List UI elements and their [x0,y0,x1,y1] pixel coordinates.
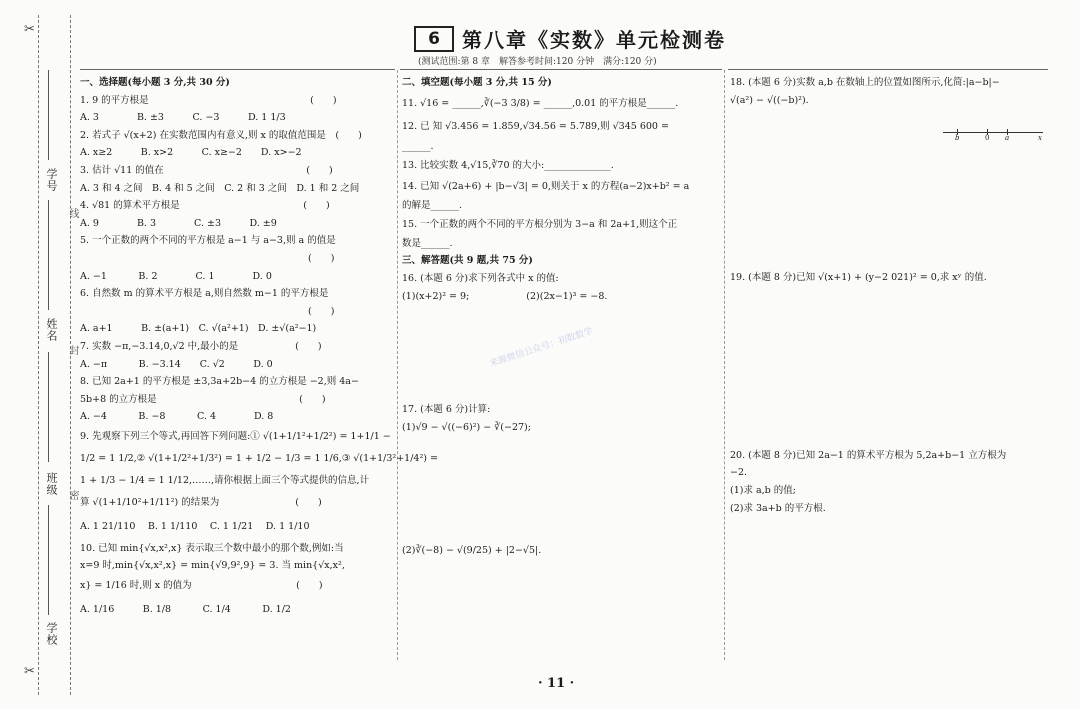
number-line-label-b: b [955,134,960,142]
fold-word-line: 线 [67,208,78,218]
student-id-label: 学号 [45,168,58,192]
question-3: 3. 估计 √11 的值在 ( ) [80,164,333,176]
question-1-options: A. 3 B. ±3 C. −3 D. 1 1/3 [80,112,286,124]
question-9-cont: 1 + 1/3 − 1/4 = 1 1/12,……,请你根据上面三个等式提供的信息,计 [80,474,370,486]
question-7: 7. 实数 −π,−3.14,0,√2 中,最小的是 ( ) [80,340,322,352]
question-17-part-1: (1)√9 − √((−6)²) − ∛(−27); [402,421,531,433]
column-divider [397,70,398,660]
question-18-cont: √(a²) − √((−b)²). [730,94,809,106]
scissors-icon: ✂ [24,22,35,37]
cut-line-outer [38,15,39,695]
question-10-options: A. 1/16 B. 1/8 C. 1/4 D. 1/2 [80,604,291,616]
chapter-number-box: 6 [414,26,454,52]
binding-margin [0,0,78,709]
question-9-cont: 算 √(1+1/10²+1/11²) 的结果为 ( ) [80,496,322,508]
watermark: 来源微信公众号：初数数学 [488,326,595,370]
question-9-cont: 1/2 = 1 1/2,② √(1+1/2²+1/3²) = 1 + 1/2 − 1/3 = 1 1/6,③ √(1+1/3²+1/4²) = [80,452,438,464]
question-6-bracket: ( ) [80,305,335,317]
page-number: · 11 · [538,676,575,691]
fill-line [48,70,49,160]
header-rule [80,69,395,70]
question-16-parts: (1)(x+2)² = 9; (2)(2x−1)³ = −8. [402,290,608,302]
header-rule [728,69,1048,70]
question-4-options: A. 9 B. 3 C. ±3 D. ±9 [80,217,277,229]
fill-line [48,352,49,462]
question-20-part-2: (2)求 3a+b 的平方根. [730,502,826,514]
question-16: 16. (本题 6 分)求下列各式中 x 的值: [402,272,559,284]
number-line [943,132,1043,133]
question-17: 17. (本题 6 分)计算: [402,404,491,416]
name-label: 姓名 [45,318,58,342]
question-15: 15. 一个正数的两个不同的平方根分别为 3−a 和 2a+1,则这个正 [402,218,678,230]
question-18: 18. (本题 6 分)实数 a,b 在数轴上的位置如图所示,化简:|a−b|− [730,77,1000,88]
number-line-label-a: a [1005,134,1010,142]
school-label: 学校 [45,622,58,646]
question-11: 11. √16 = ______,∛(−3 3/8) = ______,0.01 的平方根是______. [402,97,679,109]
question-10: 10. 已知 min{√x,x²,x} 表示取三个数中最小的那个数,例如:当 [80,542,344,554]
question-3-options: A. 3 和 4 之间 B. 4 和 5 之间 C. 2 和 3 之间 D. 1 和 2 之间 [80,182,360,194]
scissors-icon: ✂ [24,664,35,679]
number-line-label-0: 0 [985,134,990,142]
question-5-options: A. −1 B. 2 C. 1 D. 0 [80,270,272,282]
question-1: 1. 9 的平方根是 ( ) [80,94,337,106]
question-12-blank: ______. [402,140,434,152]
question-9-options: A. 1 21/110 B. 1 1/110 C. 1 1/21 D. 1 1/10 [80,520,310,532]
question-5-bracket: ( ) [80,252,335,264]
question-6-options: A. a+1 B. ±(a+1) C. √(a²+1) D. ±√(a²−1) [80,323,317,335]
question-14: 14. 已知 √(2a+6) + |b−√3| = 0,则关于 x 的方程(a−2)x+b² = a [402,181,690,193]
question-2: 2. 若式子 √(x+2) 在实数范围内有意义,则 x 的取值范围是 ( ) [80,129,362,141]
question-5: 5. 一个正数的两个不同的平方根是 a−1 与 a−3,则 a 的值是 [80,235,336,247]
question-20: 20. (本题 8 分)已知 2a−1 的算术平方根为 5,2a+b−1 立方根为 [730,449,1007,461]
question-13: 13. 比较实数 4,√15,∛70 的大小:______________. [402,160,614,172]
question-8-options: A. −4 B. −8 C. 4 D. 8 [80,411,274,423]
question-14-cont: 的解是______. [402,200,463,212]
question-20-part-1: (1)求 a,b 的值; [730,484,796,496]
middle-column [402,74,720,560]
class-label: 班级 [45,472,58,496]
question-17-part-2: (2)∛(−8) − √(9/25) + |2−√5|. [402,545,542,557]
cut-line-inner [70,15,71,695]
question-8: 8. 已知 2a+1 的平方根是 ±3,3a+2b−4 的立方根是 −2,则 4a− [80,376,359,388]
question-15-cont: 数是______. [402,237,453,249]
question-8-cont: 5b+8 的立方根是 ( ) [80,393,326,405]
question-6: 6. 自然数 m 的算术平方根是 a,则自然数 m−1 的平方根是 [80,288,329,300]
question-12: 12. 已 知 √3.456 = 1.859,√34.56 = 5.789,则 √345 600 = [402,120,669,132]
fill-line [48,200,49,310]
fold-word-secret: 密 [67,490,78,500]
page-title: 第八章《实数》单元检测卷 [462,28,726,52]
number-line-label-x: x [1038,134,1042,142]
question-4: 4. √81 的算术平方根是 ( ) [80,200,330,212]
question-10-cont: x} = 1/16 时,则 x 的值为 ( ) [80,580,323,592]
section-heading-choice: 一、选择题(每小题 3 分,共 30 分) [80,77,230,88]
question-9: 9. 先观察下列三个等式,再回答下列问题:① √(1+1/1²+1/2²) = 1+1/1 − [80,430,391,442]
section-heading-fill: 二、填空题(每小题 3 分,共 15 分) [402,77,552,88]
right-column [730,74,1050,517]
question-10-cont: x=9 时,min{√x,x²,x} = min{√9,9²,9} = 3. 当 min{√x,x², [80,560,345,572]
fold-word-seal: 封 [67,345,78,355]
section-heading-solve: 三、解答题(共 9 题,共 75 分) [402,255,533,267]
question-19: 19. (本题 8 分)已知 √(x+1) + (y−2 021)² = 0,求 xʸ 的值. [730,272,987,284]
column-divider [724,70,725,660]
question-7-options: A. −π B. −3.14 C. √2 D. 0 [80,358,273,370]
fill-line [48,505,49,615]
question-2-options: A. x≥2 B. x>2 C. x≥−2 D. x>−2 [80,147,302,159]
question-20-cont: −2. [730,467,748,479]
test-scope-subtitle: (测试范围:第 8 章 解答参考时间:120 分钟 满分:120 分) [418,57,657,67]
header-rule [400,69,722,70]
